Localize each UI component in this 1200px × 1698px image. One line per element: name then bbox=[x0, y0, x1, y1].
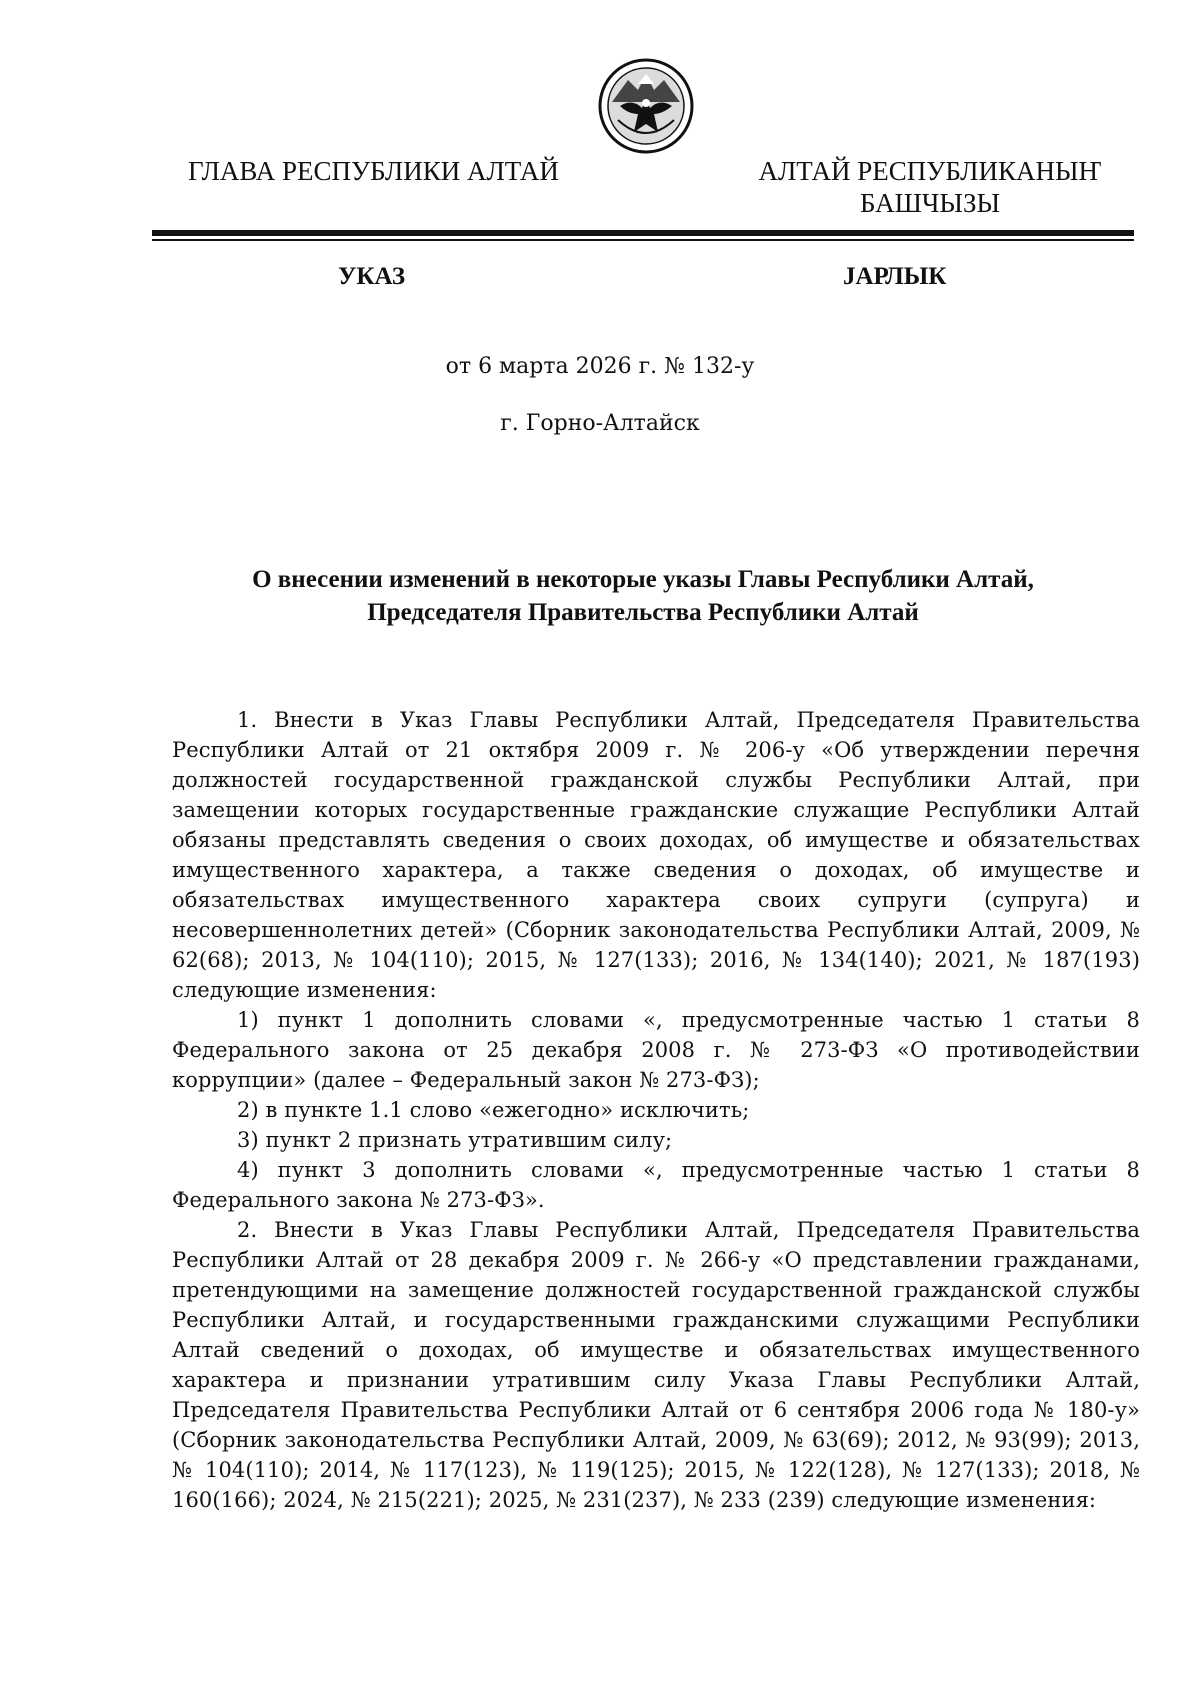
subitem-3: 3) пункт 2 признать утратившим силу; bbox=[237, 1128, 673, 1152]
issuer-title-alt-line1: АЛТАЙ РЕСПУБЛИКАНЫҤ bbox=[758, 156, 1102, 186]
document-city: г. Горно-Алтайск bbox=[500, 411, 700, 436]
document-date-number: от 6 марта 2026 г. № 132-у bbox=[445, 354, 755, 379]
document-title bbox=[152, 563, 1134, 629]
document-title-line2: Председателя Правительства Республики Алтай bbox=[367, 599, 919, 626]
document-kind-alt: JАРЛЫК bbox=[843, 263, 947, 290]
coat-of-arms-emblem bbox=[598, 58, 694, 154]
header-divider-thin bbox=[152, 239, 1134, 241]
issuer-title-alt-line2: БАШЧЫЗЫ bbox=[859, 188, 1001, 218]
subitem-4: 4) пункт 3 дополнить словами «, предусмотренные частью 1 статьи 8 Федерального закона № 273-ФЗ». bbox=[172, 1158, 1140, 1212]
document-title-line1: О внесении изменений в некоторые указы Главы Республики Алтай, bbox=[252, 566, 1034, 593]
paragraph-1: 1. Внести в Указ Главы Республики Алтай, Председателя Правительства Республики Алтай от 21 октября 2009 г. № 206-у «Об утверждении перечня должностей государственной гражданской службы Республики Алтай, при замещении которых государственные гражданские служащие Республики Алтай обязаны представлять сведения о своих доходах, об имуществе и обязательствах имущественного характера, а также сведения о доходах, об имуществе и обязательствах имущественного характера своих супруги (супруга) и несовершеннолетних детей» (Сборник законодательства Республики Алтай, 2009, № 62(68); 2013, № 104(110); 2015, № 127(133); 2016, № 134(140); 2021, № 187(193) следующие изменения: bbox=[172, 708, 1140, 1002]
document-body bbox=[172, 705, 1140, 1515]
issuer-title-ru: ГЛАВА РЕСПУБЛИКИ АЛТАЙ bbox=[188, 156, 559, 186]
header-divider-thick bbox=[152, 230, 1134, 236]
paragraph-2: 2. Внести в Указ Главы Республики Алтай, Председателя Правительства Республики Алтай от 28 декабря 2009 г. № 266-у «О представлении гражданами, претендующими на замещение должностей государственной гражданской службы Республики Алтай, и государственными гражданскими служащими Республики Алтай сведений о доходах, об имуществе и обязательствах имущественного характера и признании утратившим силу Указа Главы Республики Алтай, Председателя Правительства Республики Алтай от 6 сентября 2006 года № 180-у» (Сборник законодательства Республики Алтай, 2009, № 63(69); 2012, № 93(99); 2013, № 104(110); 2014, № 117(123), № 119(125); 2015, № 122(128), № 127(133); 2018, № 160(166); 2024, № 215(221); 2025, № 231(237), № 233 (239) следующие изменения: bbox=[172, 1218, 1140, 1512]
document-kind-ru: УКАЗ bbox=[338, 263, 406, 290]
issuer-title-alt bbox=[730, 155, 1130, 219]
subitem-2: 2) в пункте 1.1 слово «ежегодно» исключить; bbox=[237, 1098, 750, 1122]
subitem-1: 1) пункт 1 дополнить словами «, предусмотренные частью 1 статьи 8 Федерального закона от 25 декабря 2008 г. № 273-ФЗ «О противодействии коррупции» (далее – Федеральный закон № 273-ФЗ); bbox=[172, 1008, 1140, 1092]
